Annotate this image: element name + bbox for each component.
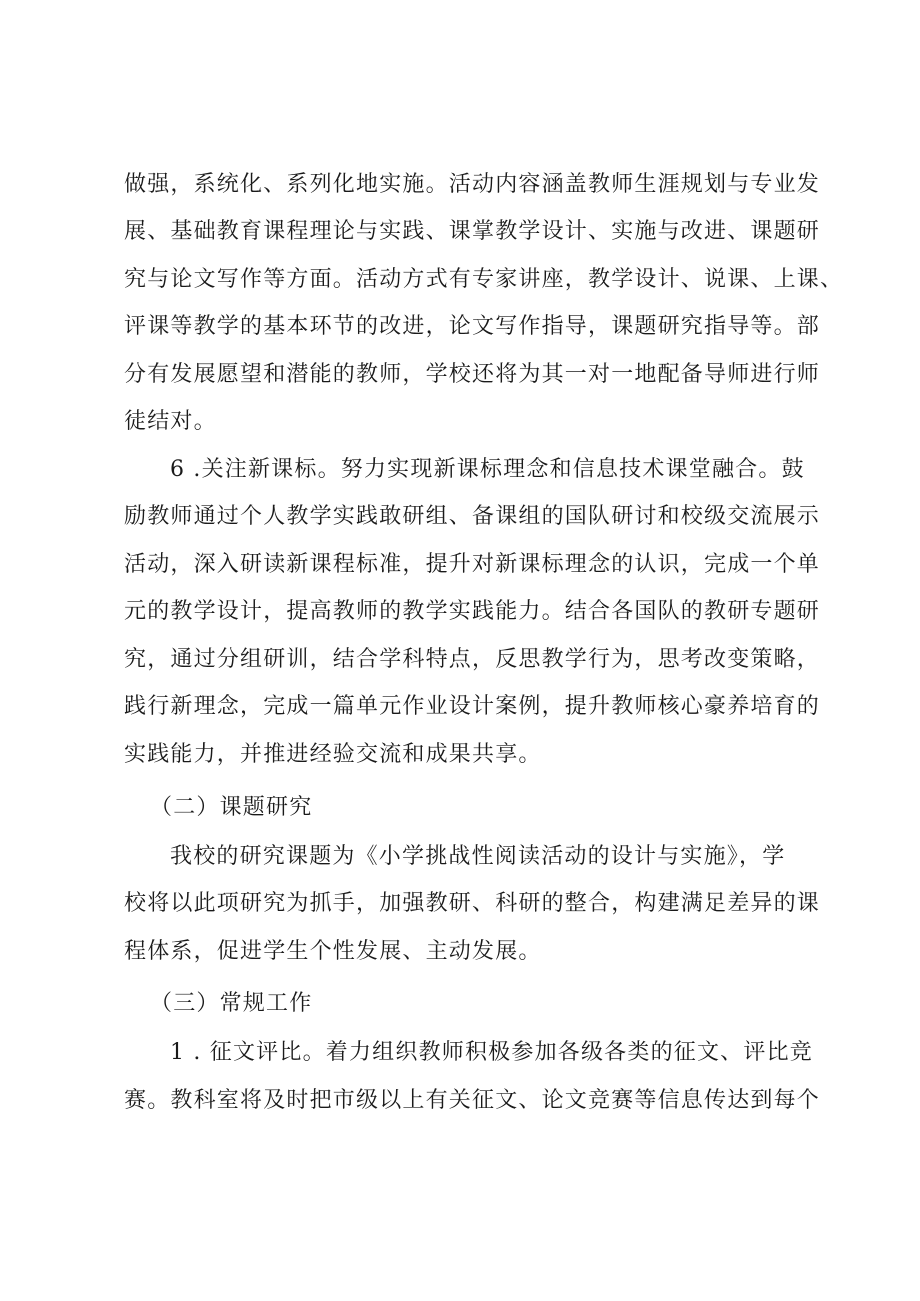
- paragraph-line: 践行新理念，完成一篇单元作业设计案例，提升教师核心豪养培育的: [124, 694, 821, 719]
- item-heading-1: 1 . 征文评比。着力组织教师积极参加各级各类的征文、评比竞: [170, 1040, 813, 1065]
- paragraph-line: 分有发展愿望和潜能的教师，学校还将为其一对一地配备导师进行师: [124, 362, 821, 387]
- item-heading-6: 6 .关注新课标。努力实现新课标理念和信息技术课堂融合。鼓: [170, 457, 805, 482]
- paragraph-line: 做强，系统化、系列化地实施。活动内容涵盖教师生涯规划与专业发: [124, 172, 821, 197]
- paragraph-line: 校将以此项研究为抓手，加强教研、科研的整合，构建满足差异的课: [124, 891, 821, 916]
- paragraph-line: 实践能力，并推进经验交流和成果共享。: [124, 742, 542, 767]
- paragraph-line: 元的教学设计，提高教师的教学实践能力。结合各国队的教研专题研: [124, 599, 821, 624]
- paragraph-line: 赛。教科室将及时把市级以上有关征文、论文竞赛等信息传达到每个: [124, 1088, 821, 1113]
- paragraph-line: 活动，深入研读新课程标准，提升对新课标理念的认识，完成一个单: [124, 552, 821, 577]
- paragraph-line: 我校的研究课题为《小学挑战性阅读活动的设计与实施》，学: [170, 844, 786, 869]
- section-heading-2: （二）课题研究: [150, 795, 313, 820]
- section-heading-3: （三）常规工作: [150, 991, 313, 1016]
- paragraph-line: 徒结对。: [124, 409, 217, 434]
- paragraph-line: 究，通过分组研训，结合学科特点，反思教学行为，思考改变策略，: [124, 647, 821, 672]
- paragraph-line: 评课等教学的基本环节的改进，论文写作指导，课题研究指导等。部: [124, 314, 821, 339]
- paragraph-line: 励教师通过个人教学实践敢研组、备课组的国队研讨和校级交流展示: [124, 504, 821, 529]
- paragraph-line: 展、基础教育课程理论与实践、课掌教学设计、实施与改进、课题研: [124, 219, 821, 244]
- paragraph-line: 程体系，促进学生个性发展、主动发展。: [124, 939, 542, 964]
- paragraph-line: 究与论文写作等方面。活动方式有专家讲座，教学设计、说课、上课、: [124, 267, 844, 292]
